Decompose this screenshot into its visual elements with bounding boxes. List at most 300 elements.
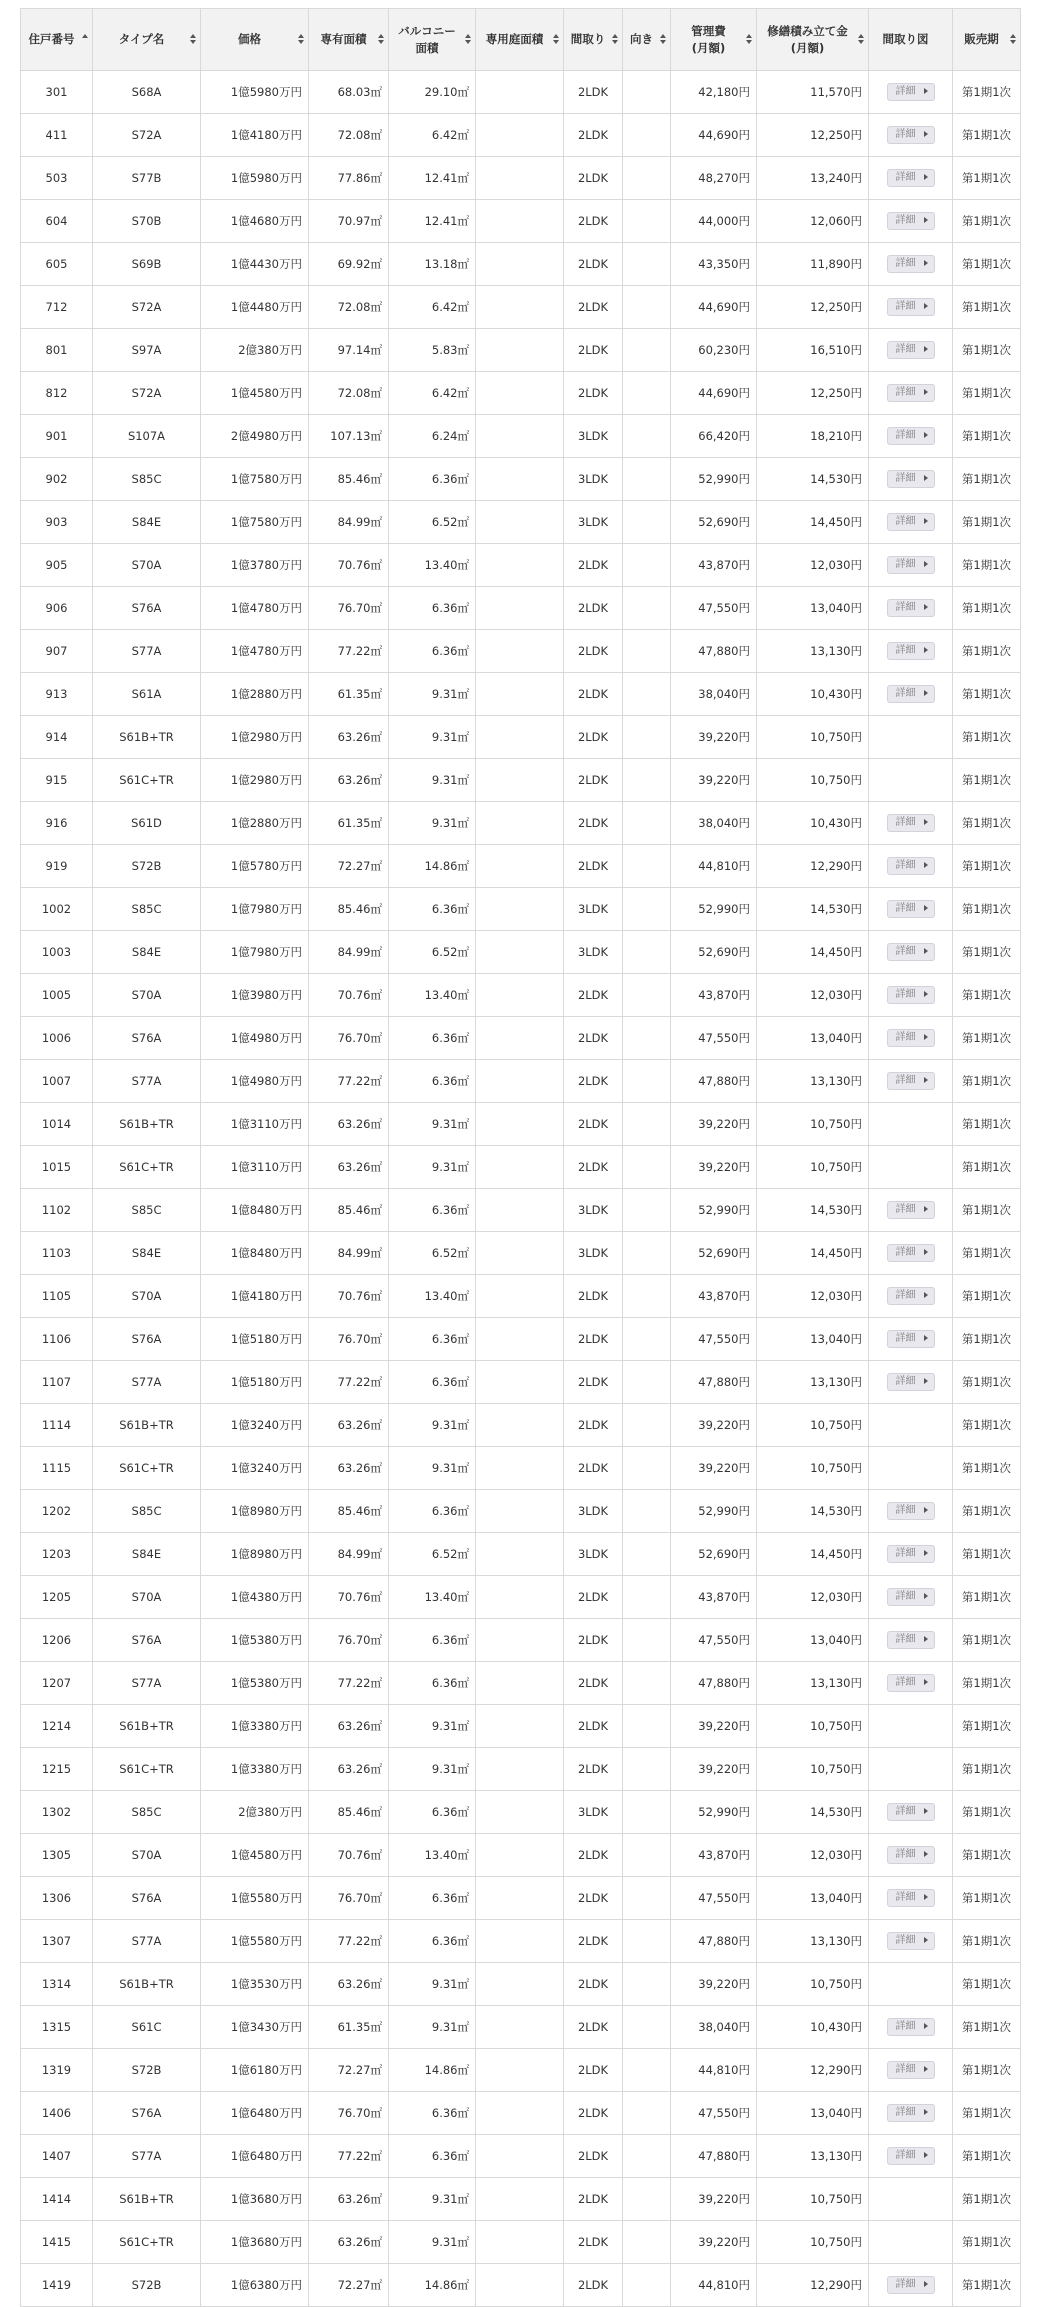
cell-area: 63.26㎡ bbox=[309, 1705, 389, 1748]
table-row bbox=[21, 888, 1021, 931]
cell-price: 1億7580万円 bbox=[201, 501, 309, 544]
cell-balcony: 6.36㎡ bbox=[389, 630, 476, 673]
floor-plan-detail-button[interactable] bbox=[887, 255, 935, 273]
cell-area: 63.26㎡ bbox=[309, 1404, 389, 1447]
cell-layout: 2LDK bbox=[564, 2178, 623, 2221]
cell-price: 1億7580万円 bbox=[201, 458, 309, 501]
cell-repair: 13,130円 bbox=[757, 630, 869, 673]
cell-period: 第1期1次 bbox=[953, 157, 1021, 200]
cell-type: S72B bbox=[93, 845, 201, 888]
cell-direction bbox=[623, 1017, 671, 1060]
cell-period: 第1期1次 bbox=[953, 1877, 1021, 1920]
floor-plan-detail-button[interactable] bbox=[887, 642, 935, 660]
table-row bbox=[21, 200, 1021, 243]
cell-layout: 2LDK bbox=[564, 329, 623, 372]
cell-price: 2億380万円 bbox=[201, 329, 309, 372]
column-header-price[interactable] bbox=[201, 9, 309, 71]
cell-repair: 14,530円 bbox=[757, 458, 869, 501]
cell-plan bbox=[869, 2135, 953, 2178]
cell-layout: 2LDK bbox=[564, 1318, 623, 1361]
table-row bbox=[21, 1662, 1021, 1705]
cell-plan bbox=[869, 501, 953, 544]
cell-mgmt: 52,690円 bbox=[671, 931, 757, 974]
cell-area: 72.08㎡ bbox=[309, 372, 389, 415]
column-header-balcony[interactable] bbox=[389, 9, 476, 71]
floor-plan-detail-button[interactable] bbox=[887, 1029, 935, 1047]
detail-button-label: 詳細 bbox=[895, 602, 916, 613]
detail-button-label: 詳細 bbox=[895, 215, 916, 226]
cell-mgmt: 43,870円 bbox=[671, 974, 757, 1017]
cell-layout: 3LDK bbox=[564, 501, 623, 544]
arrow-right-icon bbox=[924, 2023, 928, 2029]
cell-price: 1億8980万円 bbox=[201, 1490, 309, 1533]
cell-direction bbox=[623, 71, 671, 114]
floor-plan-detail-button[interactable] bbox=[887, 685, 935, 703]
cell-unit: 1115 bbox=[21, 1447, 93, 1490]
cell-garden bbox=[476, 716, 564, 759]
arrow-right-icon bbox=[924, 561, 928, 567]
cell-area: 63.26㎡ bbox=[309, 1447, 389, 1490]
column-header-type[interactable] bbox=[93, 9, 201, 71]
table-row bbox=[21, 673, 1021, 716]
cell-repair: 12,250円 bbox=[757, 372, 869, 415]
sort-icon[interactable] bbox=[858, 34, 864, 46]
floor-plan-detail-button[interactable] bbox=[887, 1631, 935, 1649]
cell-direction bbox=[623, 2221, 671, 2264]
cell-repair: 10,750円 bbox=[757, 2178, 869, 2221]
cell-direction bbox=[623, 759, 671, 802]
cell-period: 第1期1次 bbox=[953, 1404, 1021, 1447]
arrow-right-icon bbox=[924, 604, 928, 610]
cell-layout: 2LDK bbox=[564, 1404, 623, 1447]
column-header-mgmt[interactable] bbox=[671, 9, 757, 71]
cell-garden bbox=[476, 1318, 564, 1361]
arrow-right-icon bbox=[924, 346, 928, 352]
cell-unit: 411 bbox=[21, 114, 93, 157]
cell-unit: 1205 bbox=[21, 1576, 93, 1619]
cell-plan bbox=[869, 1189, 953, 1232]
cell-price: 1億8480万円 bbox=[201, 1189, 309, 1232]
cell-type: S84E bbox=[93, 501, 201, 544]
cell-type: S61C+TR bbox=[93, 1447, 201, 1490]
cell-balcony: 29.10㎡ bbox=[389, 71, 476, 114]
floor-plan-detail-button[interactable] bbox=[887, 1932, 935, 1950]
cell-type: S77B bbox=[93, 157, 201, 200]
cell-balcony: 9.31㎡ bbox=[389, 1404, 476, 1447]
sort-ascending-icon[interactable] bbox=[82, 34, 88, 46]
cell-period: 第1期1次 bbox=[953, 845, 1021, 888]
cell-garden bbox=[476, 71, 564, 114]
cell-repair: 14,450円 bbox=[757, 501, 869, 544]
cell-type: S61B+TR bbox=[93, 1705, 201, 1748]
floor-plan-detail-button[interactable] bbox=[887, 298, 935, 316]
floor-plan-detail-button[interactable] bbox=[887, 169, 935, 187]
column-header-label: 向き bbox=[630, 32, 653, 46]
cell-plan bbox=[869, 1490, 953, 1533]
cell-period: 第1期1次 bbox=[953, 931, 1021, 974]
cell-area: 69.92㎡ bbox=[309, 243, 389, 286]
cell-layout: 2LDK bbox=[564, 1146, 623, 1189]
cell-type: S77A bbox=[93, 2135, 201, 2178]
floor-plan-detail-button[interactable] bbox=[887, 384, 935, 402]
floor-plan-detail-button[interactable] bbox=[887, 1674, 935, 1692]
cell-unit: 903 bbox=[21, 501, 93, 544]
cell-area: 77.22㎡ bbox=[309, 2135, 389, 2178]
cell-layout: 2LDK bbox=[564, 1275, 623, 1318]
arrow-right-icon bbox=[924, 1894, 928, 1900]
cell-type: S85C bbox=[93, 1490, 201, 1533]
cell-balcony: 6.36㎡ bbox=[389, 1017, 476, 1060]
cell-mgmt: 39,220円 bbox=[671, 1705, 757, 1748]
arrow-right-icon bbox=[924, 1077, 928, 1083]
cell-direction bbox=[623, 1275, 671, 1318]
cell-unit: 1202 bbox=[21, 1490, 93, 1533]
cell-type: S69B bbox=[93, 243, 201, 286]
cell-unit: 916 bbox=[21, 802, 93, 845]
detail-button-label: 詳細 bbox=[895, 1075, 916, 1086]
table-row bbox=[21, 1533, 1021, 1576]
cell-price: 2億380万円 bbox=[201, 1791, 309, 1834]
floor-plan-detail-button[interactable] bbox=[887, 900, 935, 918]
cell-mgmt: 52,990円 bbox=[671, 888, 757, 931]
cell-period: 第1期1次 bbox=[953, 1275, 1021, 1318]
arrow-right-icon bbox=[924, 1206, 928, 1212]
cell-balcony: 9.31㎡ bbox=[389, 1146, 476, 1189]
cell-area: 70.76㎡ bbox=[309, 974, 389, 1017]
arrow-right-icon bbox=[924, 2281, 928, 2287]
sort-icon[interactable] bbox=[298, 34, 304, 46]
table-row bbox=[21, 71, 1021, 114]
cell-type: S84E bbox=[93, 931, 201, 974]
cell-period: 第1期1次 bbox=[953, 974, 1021, 1017]
cell-period: 第1期1次 bbox=[953, 2264, 1021, 2307]
cell-repair: 10,750円 bbox=[757, 1404, 869, 1447]
detail-button-label: 詳細 bbox=[895, 2279, 916, 2290]
cell-plan bbox=[869, 1920, 953, 1963]
cell-garden bbox=[476, 1060, 564, 1103]
sort-icon[interactable] bbox=[612, 34, 618, 46]
arrow-right-icon bbox=[924, 1550, 928, 1556]
cell-direction bbox=[623, 587, 671, 630]
cell-type: S76A bbox=[93, 1619, 201, 1662]
cell-balcony: 14.86㎡ bbox=[389, 2264, 476, 2307]
cell-plan bbox=[869, 1791, 953, 1834]
floor-plan-detail-button[interactable] bbox=[887, 1803, 935, 1821]
column-header-garden[interactable] bbox=[476, 9, 564, 71]
column-header-period[interactable] bbox=[953, 9, 1021, 71]
cell-direction bbox=[623, 716, 671, 759]
column-header-label: 修繕積み立て金 (月額) bbox=[767, 23, 848, 55]
sort-icon[interactable] bbox=[465, 34, 471, 46]
cell-price: 1億3530万円 bbox=[201, 1963, 309, 2006]
column-header-repair[interactable] bbox=[757, 9, 869, 71]
detail-button-label: 詳細 bbox=[895, 1806, 916, 1817]
floor-plan-detail-button[interactable] bbox=[887, 943, 935, 961]
cell-direction bbox=[623, 1619, 671, 1662]
cell-period: 第1期1次 bbox=[953, 1490, 1021, 1533]
cell-type: S76A bbox=[93, 587, 201, 630]
cell-balcony: 6.36㎡ bbox=[389, 2135, 476, 2178]
cell-garden bbox=[476, 587, 564, 630]
floor-plan-detail-button[interactable] bbox=[887, 1502, 935, 1520]
cell-layout: 3LDK bbox=[564, 1791, 623, 1834]
floor-plan-detail-button[interactable] bbox=[887, 212, 935, 230]
cell-type: S61C+TR bbox=[93, 2221, 201, 2264]
table-row bbox=[21, 1146, 1021, 1189]
table-row bbox=[21, 544, 1021, 587]
detail-button-label: 詳細 bbox=[895, 1333, 916, 1344]
cell-plan bbox=[869, 1533, 953, 1576]
cell-layout: 2LDK bbox=[564, 286, 623, 329]
cell-plan bbox=[869, 1662, 953, 1705]
table-row bbox=[21, 1791, 1021, 1834]
cell-area: 77.22㎡ bbox=[309, 1662, 389, 1705]
cell-unit: 1006 bbox=[21, 1017, 93, 1060]
cell-repair: 10,750円 bbox=[757, 1447, 869, 1490]
cell-unit: 1106 bbox=[21, 1318, 93, 1361]
floor-plan-detail-button[interactable] bbox=[887, 1545, 935, 1563]
detail-button-label: 詳細 bbox=[895, 172, 916, 183]
detail-button-label: 詳細 bbox=[895, 2064, 916, 2075]
cell-repair: 14,450円 bbox=[757, 931, 869, 974]
table-row bbox=[21, 1103, 1021, 1146]
cell-direction bbox=[623, 2049, 671, 2092]
column-header-direction[interactable] bbox=[623, 9, 671, 71]
cell-direction bbox=[623, 286, 671, 329]
cell-direction bbox=[623, 1404, 671, 1447]
cell-repair: 13,130円 bbox=[757, 1361, 869, 1404]
floor-plan-detail-button[interactable] bbox=[887, 1373, 935, 1391]
cell-direction bbox=[623, 501, 671, 544]
cell-period: 第1期1次 bbox=[953, 1189, 1021, 1232]
cell-type: S76A bbox=[93, 2092, 201, 2135]
sort-icon[interactable] bbox=[190, 34, 196, 46]
cell-period: 第1期1次 bbox=[953, 200, 1021, 243]
sort-icon[interactable] bbox=[1010, 34, 1016, 46]
arrow-right-icon bbox=[924, 1851, 928, 1857]
floor-plan-detail-button[interactable] bbox=[887, 1201, 935, 1219]
table-row bbox=[21, 2221, 1021, 2264]
column-header-unit[interactable] bbox=[21, 9, 93, 71]
floor-plan-detail-button[interactable] bbox=[887, 513, 935, 531]
cell-garden bbox=[476, 1232, 564, 1275]
arrow-right-icon bbox=[924, 948, 928, 954]
floor-plan-detail-button[interactable] bbox=[887, 1244, 935, 1262]
floor-plan-detail-button[interactable] bbox=[887, 2018, 935, 2036]
column-header-label: 専用庭面積 bbox=[485, 32, 544, 46]
cell-garden bbox=[476, 1834, 564, 1877]
cell-mgmt: 44,690円 bbox=[671, 372, 757, 415]
cell-direction bbox=[623, 114, 671, 157]
cell-type: S61B+TR bbox=[93, 1404, 201, 1447]
cell-mgmt: 39,220円 bbox=[671, 716, 757, 759]
cell-balcony: 9.31㎡ bbox=[389, 1705, 476, 1748]
table-row bbox=[21, 1060, 1021, 1103]
cell-direction bbox=[623, 931, 671, 974]
cell-balcony: 6.36㎡ bbox=[389, 1920, 476, 1963]
floor-plan-detail-button[interactable] bbox=[887, 1588, 935, 1606]
floor-plan-detail-button[interactable] bbox=[887, 83, 935, 101]
cell-layout: 2LDK bbox=[564, 544, 623, 587]
detail-button-label: 詳細 bbox=[895, 387, 916, 398]
detail-button-label: 詳細 bbox=[895, 1548, 916, 1559]
cell-type: S107A bbox=[93, 415, 201, 458]
floor-plan-detail-button[interactable] bbox=[887, 2061, 935, 2079]
sort-icon[interactable] bbox=[378, 34, 384, 46]
cell-repair: 13,040円 bbox=[757, 587, 869, 630]
table-row bbox=[21, 1877, 1021, 1920]
arrow-right-icon bbox=[924, 1507, 928, 1513]
floor-plan-detail-button[interactable] bbox=[887, 2104, 935, 2122]
floor-plan-detail-button[interactable] bbox=[887, 1889, 935, 1907]
cell-unit: 1314 bbox=[21, 1963, 93, 2006]
cell-layout: 2LDK bbox=[564, 1705, 623, 1748]
cell-balcony: 6.36㎡ bbox=[389, 1318, 476, 1361]
column-header-label: 間取り図 bbox=[882, 32, 929, 46]
cell-plan bbox=[869, 2178, 953, 2221]
cell-period: 第1期1次 bbox=[953, 544, 1021, 587]
cell-direction bbox=[623, 630, 671, 673]
floor-plan-detail-button[interactable] bbox=[887, 556, 935, 574]
cell-unit: 1103 bbox=[21, 1232, 93, 1275]
cell-plan bbox=[869, 888, 953, 931]
cell-price: 1億5380万円 bbox=[201, 1662, 309, 1705]
floor-plan-detail-button[interactable] bbox=[887, 470, 935, 488]
floor-plan-detail-button[interactable] bbox=[887, 814, 935, 832]
cell-price: 1億5980万円 bbox=[201, 71, 309, 114]
cell-direction bbox=[623, 2264, 671, 2307]
cell-unit: 907 bbox=[21, 630, 93, 673]
cell-layout: 2LDK bbox=[564, 2006, 623, 2049]
cell-type: S76A bbox=[93, 1877, 201, 1920]
cell-repair: 10,430円 bbox=[757, 673, 869, 716]
cell-plan bbox=[869, 458, 953, 501]
floor-plan-detail-button[interactable] bbox=[887, 599, 935, 617]
arrow-right-icon bbox=[924, 905, 928, 911]
cell-layout: 2LDK bbox=[564, 2135, 623, 2178]
cell-plan bbox=[869, 329, 953, 372]
cell-unit: 1014 bbox=[21, 1103, 93, 1146]
cell-type: S61B+TR bbox=[93, 1963, 201, 2006]
cell-period: 第1期1次 bbox=[953, 759, 1021, 802]
table-row bbox=[21, 329, 1021, 372]
floor-plan-detail-button[interactable] bbox=[887, 2147, 935, 2165]
floor-plan-detail-button[interactable] bbox=[887, 1846, 935, 1864]
table-row bbox=[21, 1318, 1021, 1361]
column-header-layout[interactable] bbox=[564, 9, 623, 71]
cell-garden bbox=[476, 1791, 564, 1834]
cell-direction bbox=[623, 1662, 671, 1705]
arrow-right-icon bbox=[924, 991, 928, 997]
cell-price: 1億3240万円 bbox=[201, 1447, 309, 1490]
cell-direction bbox=[623, 1791, 671, 1834]
floor-plan-detail-button[interactable] bbox=[887, 1330, 935, 1348]
detail-button-label: 詳細 bbox=[895, 559, 916, 570]
cell-price: 1億4680万円 bbox=[201, 200, 309, 243]
cell-layout: 3LDK bbox=[564, 1533, 623, 1576]
cell-balcony: 6.52㎡ bbox=[389, 1533, 476, 1576]
column-header-area[interactable] bbox=[309, 9, 389, 71]
cell-layout: 2LDK bbox=[564, 2049, 623, 2092]
floor-plan-detail-button[interactable] bbox=[887, 341, 935, 359]
sort-icon[interactable] bbox=[746, 34, 752, 46]
arrow-right-icon bbox=[924, 389, 928, 395]
cell-price: 1億3240万円 bbox=[201, 1404, 309, 1447]
cell-garden bbox=[476, 673, 564, 716]
cell-period: 第1期1次 bbox=[953, 1748, 1021, 1791]
cell-plan bbox=[869, 1060, 953, 1103]
sort-icon[interactable] bbox=[660, 34, 666, 46]
cell-area: 63.26㎡ bbox=[309, 1146, 389, 1189]
cell-period: 第1期1次 bbox=[953, 1705, 1021, 1748]
cell-direction bbox=[623, 2178, 671, 2221]
cell-period: 第1期1次 bbox=[953, 2049, 1021, 2092]
detail-button-label: 詳細 bbox=[895, 86, 916, 97]
cell-price: 1億4980万円 bbox=[201, 1017, 309, 1060]
detail-button-label: 詳細 bbox=[895, 1849, 916, 1860]
floor-plan-detail-button[interactable] bbox=[887, 986, 935, 1004]
table-row bbox=[21, 1576, 1021, 1619]
table-row bbox=[21, 1748, 1021, 1791]
cell-unit: 1203 bbox=[21, 1533, 93, 1576]
detail-button-label: 詳細 bbox=[895, 1591, 916, 1602]
table-row bbox=[21, 1619, 1021, 1662]
floor-plan-detail-button[interactable] bbox=[887, 857, 935, 875]
cell-mgmt: 48,270円 bbox=[671, 157, 757, 200]
floor-plan-detail-button[interactable] bbox=[887, 126, 935, 144]
cell-mgmt: 39,220円 bbox=[671, 1146, 757, 1189]
cell-layout: 2LDK bbox=[564, 1619, 623, 1662]
cell-period: 第1期1次 bbox=[953, 2178, 1021, 2221]
cell-type: S70A bbox=[93, 1576, 201, 1619]
cell-repair: 18,210円 bbox=[757, 415, 869, 458]
cell-period: 第1期1次 bbox=[953, 802, 1021, 845]
cell-layout: 2LDK bbox=[564, 673, 623, 716]
arrow-right-icon bbox=[924, 1593, 928, 1599]
floor-plan-detail-button[interactable] bbox=[887, 1287, 935, 1305]
cell-balcony: 6.42㎡ bbox=[389, 372, 476, 415]
cell-type: S61B+TR bbox=[93, 716, 201, 759]
cell-layout: 2LDK bbox=[564, 630, 623, 673]
table-row bbox=[21, 587, 1021, 630]
arrow-right-icon bbox=[924, 2109, 928, 2115]
table-row bbox=[21, 415, 1021, 458]
floor-plan-detail-button[interactable] bbox=[887, 2276, 935, 2294]
table-row bbox=[21, 931, 1021, 974]
cell-balcony: 9.31㎡ bbox=[389, 1963, 476, 2006]
table-row bbox=[21, 802, 1021, 845]
cell-plan bbox=[869, 415, 953, 458]
cell-price: 1億5580万円 bbox=[201, 1877, 309, 1920]
cell-layout: 2LDK bbox=[564, 1662, 623, 1705]
cell-area: 63.26㎡ bbox=[309, 1963, 389, 2006]
cell-type: S61D bbox=[93, 802, 201, 845]
cell-type: S72B bbox=[93, 2264, 201, 2307]
cell-repair: 14,450円 bbox=[757, 1232, 869, 1275]
floor-plan-detail-button[interactable] bbox=[887, 427, 935, 445]
cell-unit: 1306 bbox=[21, 1877, 93, 1920]
table-header bbox=[21, 9, 1021, 71]
cell-garden bbox=[476, 802, 564, 845]
cell-unit: 1307 bbox=[21, 1920, 93, 1963]
detail-button-label: 詳細 bbox=[895, 2021, 916, 2032]
sort-icon[interactable] bbox=[553, 34, 559, 46]
table-body bbox=[21, 71, 1021, 2307]
table-row bbox=[21, 458, 1021, 501]
floor-plan-detail-button[interactable] bbox=[887, 1072, 935, 1090]
detail-button-label: 詳細 bbox=[895, 344, 916, 355]
cell-repair: 10,750円 bbox=[757, 759, 869, 802]
